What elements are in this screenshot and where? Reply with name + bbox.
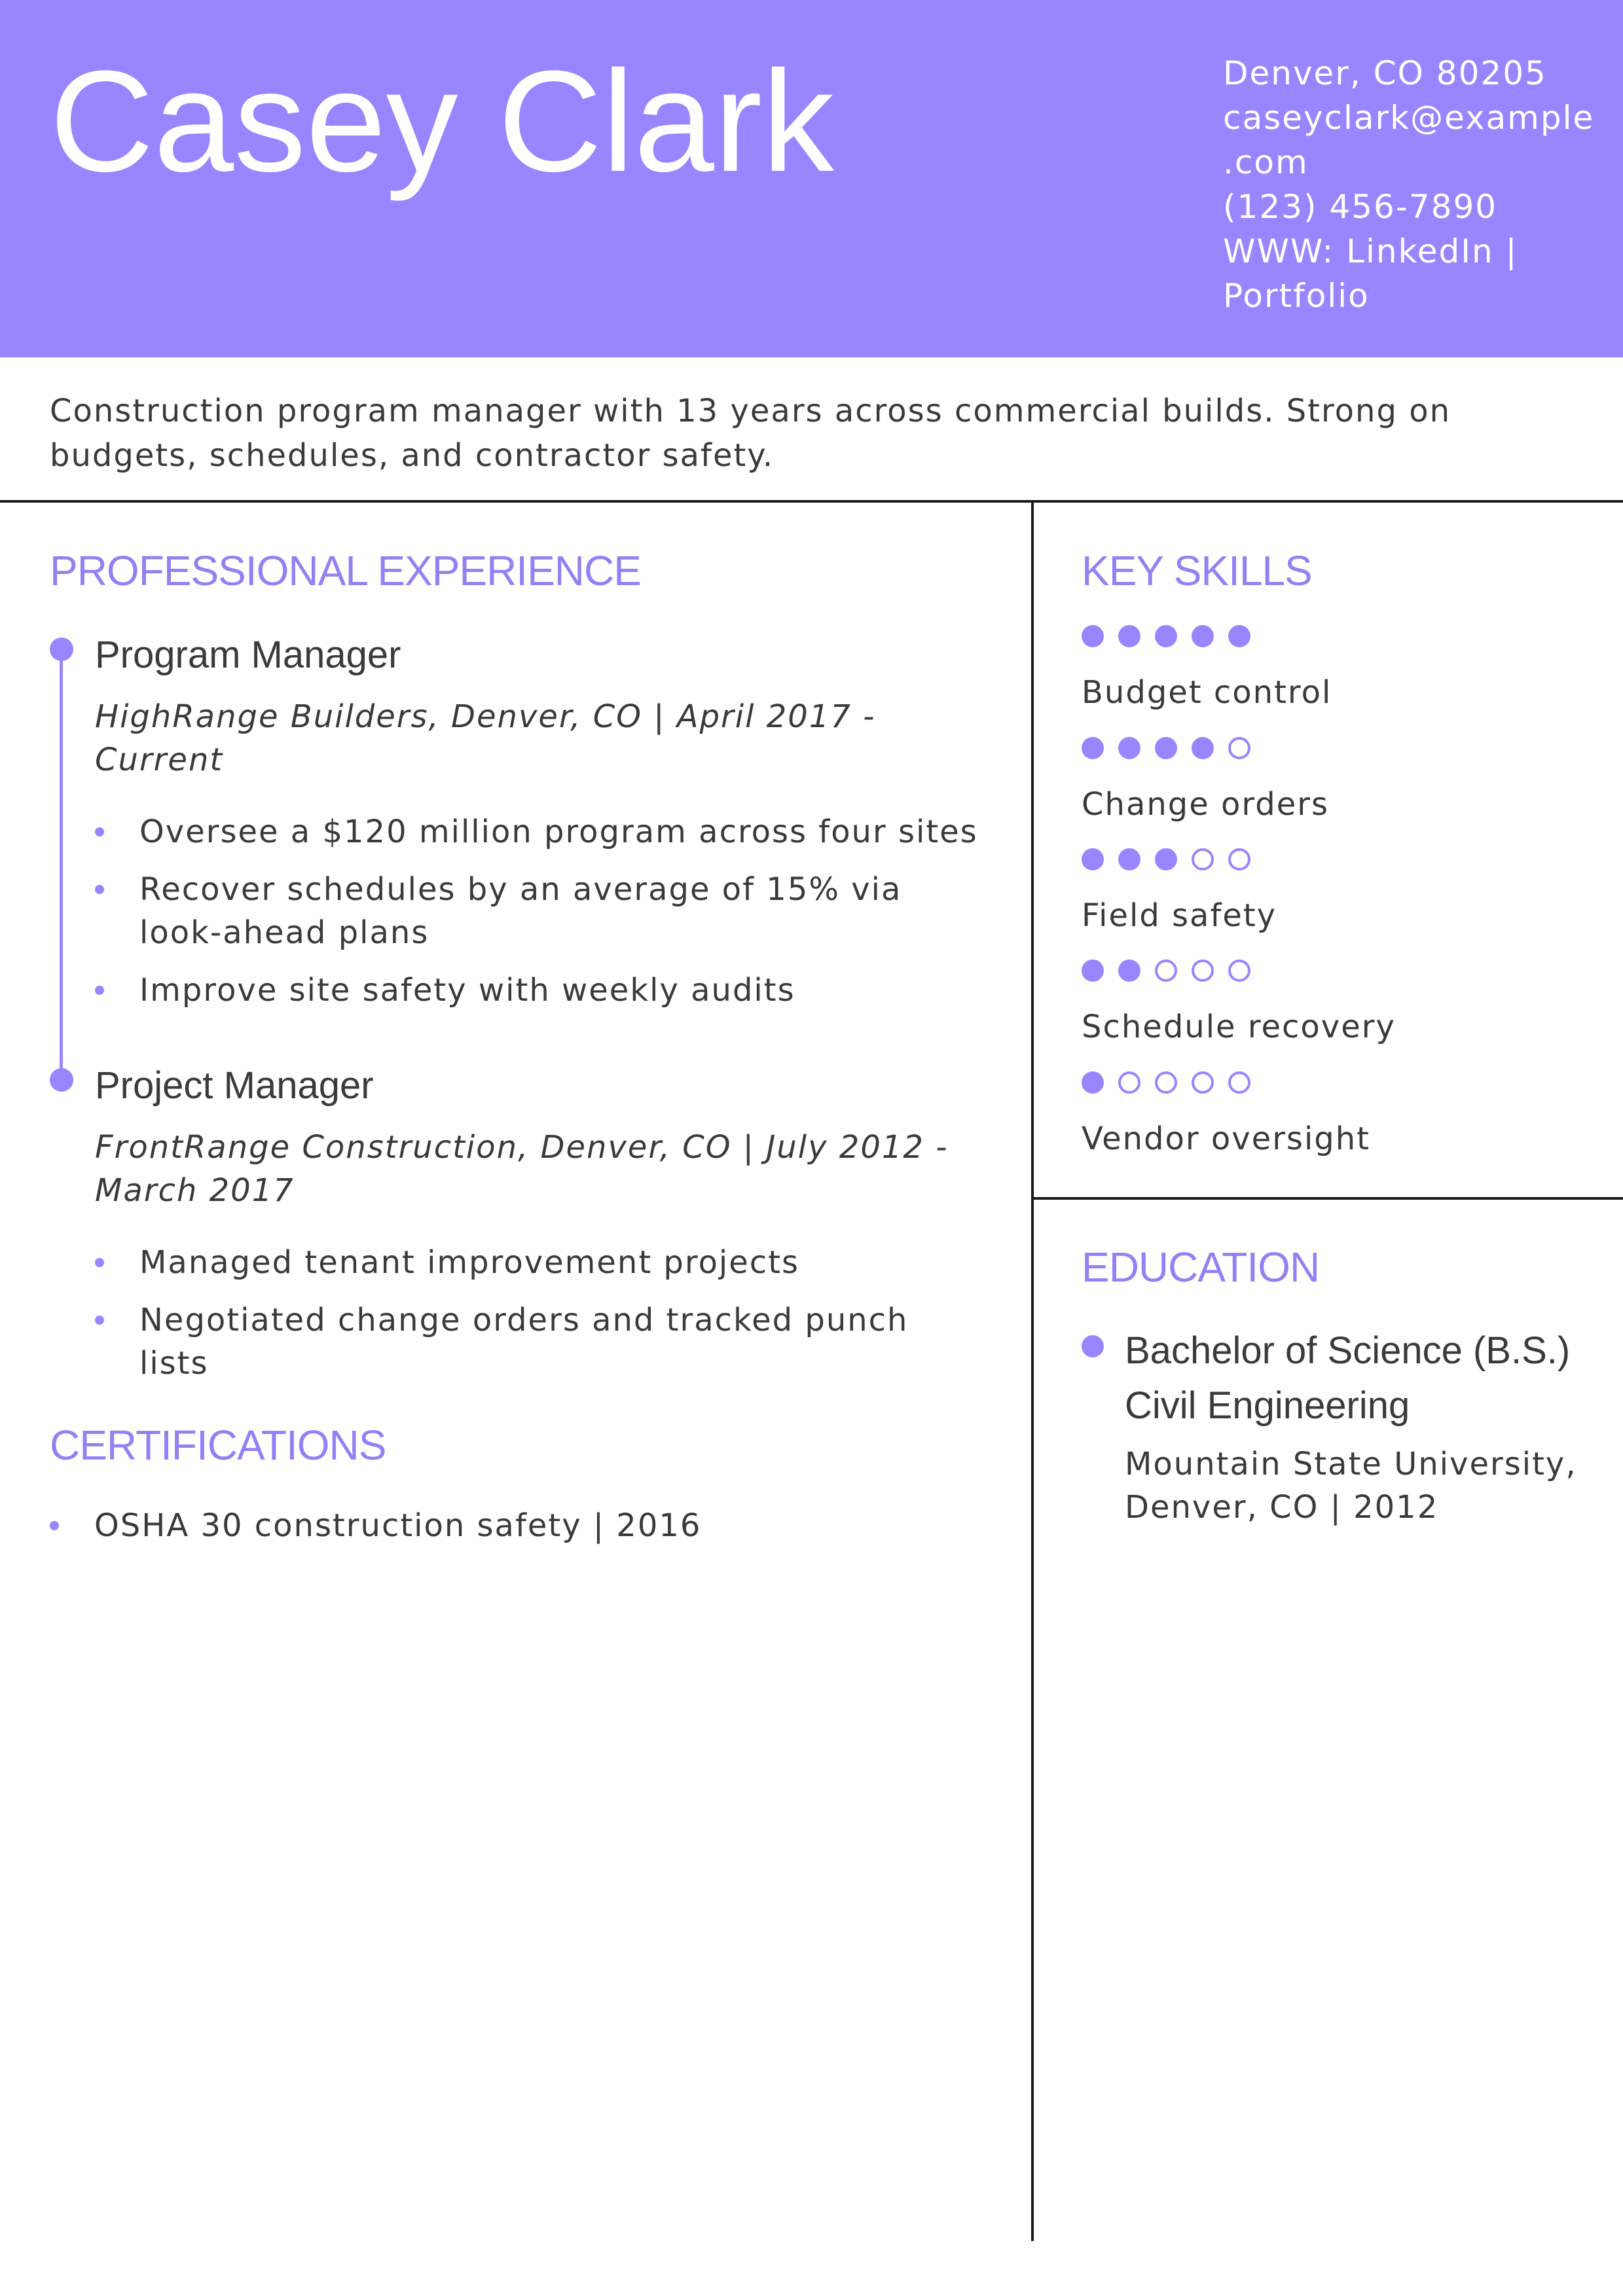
horizontal-divider-top	[0, 500, 1623, 503]
empty-dot-icon	[1118, 1071, 1140, 1094]
skill-rating	[1082, 737, 1250, 761]
list-item: Negotiated change orders and tracked punch lists	[95, 1299, 985, 1385]
skill-rating	[1082, 1071, 1250, 1095]
contact-email-line2: .com	[1223, 143, 1309, 181]
skill-name: Vendor oversight	[1082, 1121, 1370, 1157]
list-item: Recover schedules by an average of 15% via look-ahead plans	[95, 868, 985, 954]
job-bullets	[95, 1241, 985, 1385]
filled-dot-icon	[1228, 625, 1250, 647]
school-name: Mountain State University,	[1125, 1446, 1577, 1482]
skill-name: Schedule recovery	[1082, 1009, 1396, 1045]
education-dot-icon	[1082, 1335, 1104, 1357]
empty-dot-icon	[1192, 1071, 1214, 1094]
skill-name: Field safety	[1082, 897, 1277, 934]
job-title: Project Manager	[95, 1064, 374, 1107]
filled-dot-icon	[1082, 737, 1104, 759]
professional-summary: Construction program manager with 13 years across commercial builds. Strong on budgets, schedules, and contractor safety.	[50, 393, 1451, 474]
degree-name: Bachelor of Science (B.S.)	[1125, 1329, 1571, 1372]
skills-section-title: KEY SKILLS	[1082, 547, 1312, 594]
list-item: Improve site safety with weekly audits	[95, 969, 985, 1012]
empty-dot-icon	[1228, 960, 1250, 982]
empty-dot-icon	[1228, 848, 1250, 870]
bullet-icon	[50, 1521, 59, 1530]
bullet-icon	[95, 885, 104, 894]
contact-address: Denver, CO 80205	[1223, 54, 1547, 92]
filled-dot-icon	[1118, 960, 1140, 982]
empty-dot-icon	[1192, 848, 1214, 870]
horizontal-divider-right	[1032, 1197, 1623, 1200]
header-banner	[0, 0, 1623, 357]
contact-web-line1: WWW: LinkedIn |	[1223, 232, 1518, 270]
timeline-dot-icon	[50, 637, 73, 661]
certifications-section-title: CERTIFICATIONS	[50, 1422, 386, 1469]
education-section-title: EDUCATION	[1082, 1244, 1320, 1291]
bullet-icon	[95, 1316, 104, 1325]
list-item: Oversee a $120 million program across four sites	[95, 810, 985, 853]
empty-dot-icon	[1155, 960, 1177, 982]
column-divider	[1031, 501, 1034, 2241]
filled-dot-icon	[1082, 848, 1104, 870]
degree-field: Civil Engineering	[1125, 1384, 1410, 1427]
skill-name: Budget control	[1082, 674, 1332, 711]
contact-phone: (123) 456-7890	[1223, 188, 1498, 226]
empty-dot-icon	[1192, 960, 1214, 982]
filled-dot-icon	[1192, 737, 1214, 759]
filled-dot-icon	[1155, 625, 1177, 647]
empty-dot-icon	[1228, 1071, 1250, 1094]
filled-dot-icon	[1118, 737, 1140, 759]
filled-dot-icon	[1082, 625, 1104, 647]
bullet-icon	[95, 827, 104, 836]
skill-name: Change orders	[1082, 786, 1330, 823]
job-bullets	[95, 810, 985, 1012]
timeline-dot-icon	[50, 1068, 73, 1092]
school-location-year: Denver, CO | 2012	[1125, 1489, 1439, 1526]
bullet-icon	[95, 986, 104, 995]
filled-dot-icon	[1118, 625, 1140, 647]
experience-timeline	[60, 648, 63, 1080]
contact-web-line2: Portfolio	[1223, 277, 1370, 315]
skill-rating	[1082, 848, 1250, 872]
job-meta: FrontRange Construction, Denver, CO | July 2012 - March 2017	[95, 1129, 949, 1209]
list-item: OSHA 30 construction safety | 2016	[50, 1504, 993, 1547]
filled-dot-icon	[1082, 960, 1104, 982]
filled-dot-icon	[1082, 1071, 1104, 1094]
filled-dot-icon	[1155, 848, 1177, 870]
filled-dot-icon	[1118, 848, 1140, 870]
empty-dot-icon	[1155, 1071, 1177, 1094]
list-item: Managed tenant improvement projects	[95, 1241, 985, 1284]
filled-dot-icon	[1192, 625, 1214, 647]
contact-info	[1223, 51, 1595, 318]
certifications-list	[50, 1504, 993, 1547]
skill-rating	[1082, 625, 1250, 649]
contact-web-links[interactable]	[1223, 229, 1590, 318]
skill-rating	[1082, 960, 1250, 983]
job-title: Program Manager	[95, 634, 401, 676]
degree	[1125, 1323, 1609, 1433]
candidate-name: Casey Clark	[50, 41, 835, 202]
filled-dot-icon	[1155, 737, 1177, 759]
experience-section-title: PROFESSIONAL EXPERIENCE	[50, 547, 641, 594]
bullet-icon	[95, 1258, 104, 1267]
school	[1125, 1443, 1609, 1529]
contact-email[interactable]	[1223, 96, 1595, 185]
contact-email-line1: caseyclark@example	[1223, 99, 1595, 137]
job-meta: HighRange Builders, Denver, CO | April 2017 - Current	[95, 698, 876, 778]
empty-dot-icon	[1228, 737, 1250, 759]
